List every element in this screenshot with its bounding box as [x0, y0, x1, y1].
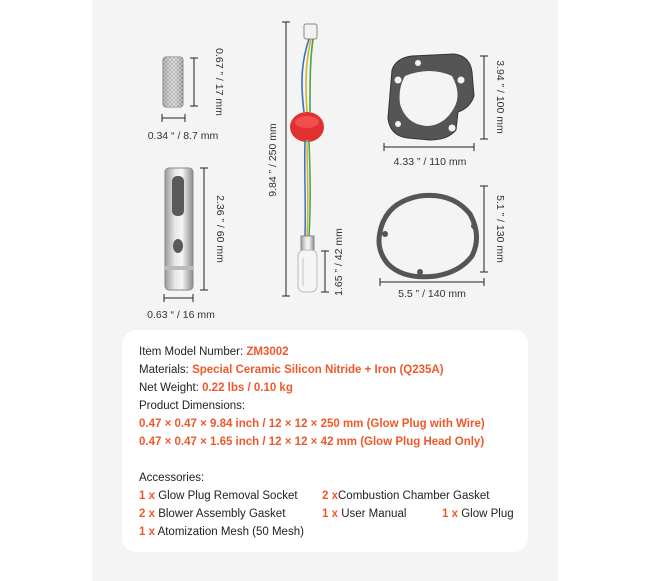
accessory-name: Atomization Mesh (50 Mesh) — [157, 526, 304, 538]
materials-value: Special Ceramic Silicon Nitride + Iron (Q235A) — [192, 364, 444, 376]
specification-card — [122, 330, 528, 552]
mesh-width-label: 0.34 “ / 8.7 mm — [147, 130, 219, 142]
weight-label: Net Weight: — [139, 382, 199, 394]
accessory-qty: 1 x — [322, 508, 338, 520]
gasket1-height-label: 3.94 ” / 100 mm — [494, 60, 506, 134]
combustion-gasket-icon — [388, 54, 474, 140]
socket-width-label: 0.63 “ / 16 mm — [147, 309, 215, 321]
accessory-qty: 1 x — [442, 508, 458, 520]
accessories-title: Accessories: — [139, 472, 205, 484]
accessory-qty: 1 x — [139, 526, 155, 538]
materials-row — [139, 364, 444, 376]
accessory-name: Glow Plug Removal Socket — [158, 490, 298, 502]
gasket1-width-label: 4.33 ” / 110 mm — [393, 156, 467, 168]
accessory-item — [139, 508, 285, 520]
model-value: ZM3002 — [246, 346, 289, 358]
socket-height-label: 2.36 ” / 60 mm — [214, 195, 226, 263]
removal-socket-icon — [165, 168, 193, 290]
gasket2-width-label: 5.5 ” / 140 mm — [398, 288, 466, 300]
accessory-name: Blower Assembly Gasket — [158, 508, 286, 520]
accessory-item — [442, 508, 514, 520]
model-row — [139, 346, 289, 358]
accessory-item — [139, 526, 304, 538]
dimensions-label: Product Dimensions: — [139, 400, 246, 412]
accessory-qty: 1 x — [139, 490, 155, 502]
mesh-height-label: 0.67 ” / 17 mm — [213, 48, 225, 116]
accessory-qty: 2 x — [139, 508, 155, 520]
plug-head-length-label: 1.65 ” / 42 mm — [333, 228, 345, 296]
accessory-qty: 2 x — [322, 490, 338, 502]
accessory-name: Glow Plug — [461, 508, 514, 520]
wire-length-label: 9.84 ” / 250 mm — [267, 123, 279, 197]
accessory-name: User Manual — [341, 508, 407, 520]
blower-gasket-icon — [379, 195, 477, 276]
materials-label: Materials: — [139, 364, 189, 376]
gasket2-height-label: 5.1 ” / 130 mm — [494, 195, 506, 263]
accessory-item — [322, 508, 406, 520]
atomization-mesh-icon — [163, 57, 183, 107]
accessory-item — [139, 490, 298, 502]
dimension-line-2: 0.47 × 0.47 × 1.65 inch / 12 × 12 × 42 mm (Glow Plug Head Only) — [139, 436, 485, 448]
model-label: Item Model Number: — [139, 346, 244, 358]
glow-plug-icon — [290, 24, 324, 292]
accessory-name: Combustion Chamber Gasket — [338, 490, 490, 502]
weight-value: 0.22 lbs / 0.10 kg — [202, 382, 293, 394]
accessory-item — [322, 490, 489, 502]
dimension-line-1: 0.47 × 0.47 × 9.84 inch / 12 × 12 × 250 mm (Glow Plug with Wire) — [139, 418, 485, 430]
weight-row — [139, 382, 293, 394]
